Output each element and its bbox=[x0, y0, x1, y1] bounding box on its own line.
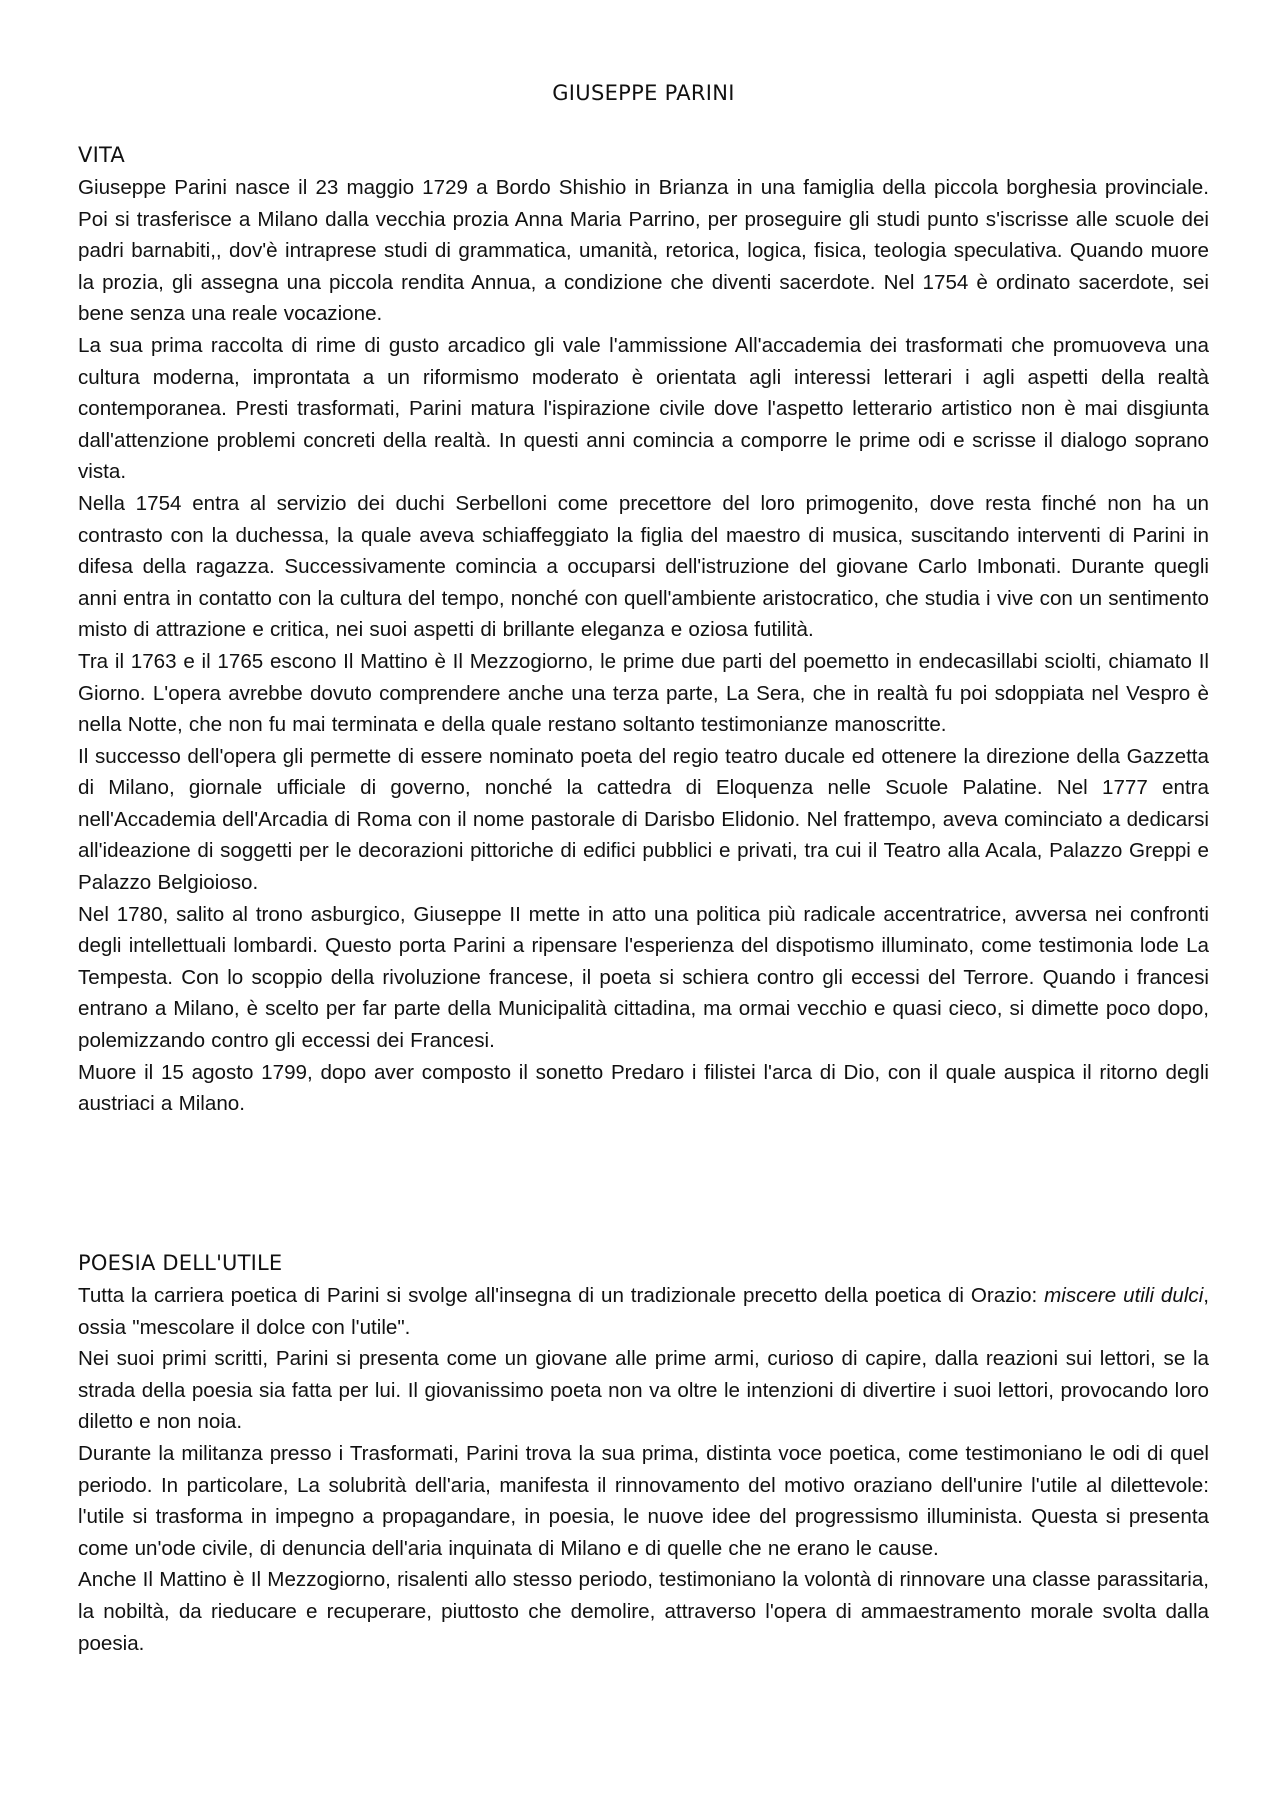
paragraph: Tra il 1763 e il 1765 escono Il Mattino è Il Mezzogiorno, le prime due parti del poemetto in endecasillabi sciolti, chiamato Il Giorno. L'opera avrebbe dovuto comprendere anche una terza parte, La Sera, che in realtà fu poi sdoppiata nel Vespro è nella Notte, che non fu mai terminata e della quale restano soltanto testimonianze manoscritte. bbox=[78, 649, 1209, 737]
paragraph: La sua prima raccolta di rime di gusto arcadico gli vale l'ammissione All'accademia dei trasformati che promuoveva una cultura moderna, improntata a un riformismo moderato è orientata agli interessi letterari i agli aspetti della realtà contemporanea. Presti trasformati, Parini matura l'ispirazione civile dove l'aspetto letterario artistico non è mai disgiunta dall'attenzione problemi concreti della realtà. In questi anni comincia a comporre le prime odi e scrisse il dialogo soprano vista. bbox=[78, 333, 1209, 484]
paragraph: Nella 1754 entra al servizio dei duchi Serbelloni come precettore del loro primogenito, dove resta finché non ha un contrasto con la duchessa, la quale aveva schiaffeggiato la figlia del maestro di musica, suscitando interventi di Parini in difesa della ragazza. Successivamente comincia a occuparsi dell'istruzione del giovane Carlo Imbonati. Durante quegli anni entra in contatto con la cultura del tempo, nonché con quell'ambiente aristocratico, che studia i vive con un sentimento misto di attrazione e critica, nei suoi aspetti di brillante eleganza e oziosa futilità. bbox=[78, 491, 1209, 642]
paragraph: Giuseppe Parini nasce il 23 maggio 1729 a Bordo Shishio in Brianza in una famiglia della piccola borghesia provinciale. Poi si trasferisce a Milano dalla vecchia prozia Anna Maria Parrino, per proseguire gli studi punto s'iscrisse alle scuole dei padri barnabiti,, dov'è intraprese studi di grammatica, umanità, retorica, logica, fisica, teologia speculativa. Quando muore la prozia, gli assegna una piccola rendita Annua, a condizione che diventi sacerdote. Nel 1754 è ordinato sacerdote, sei bene senza una reale vocazione. bbox=[78, 176, 1209, 326]
paragraph: Anche Il Mattino è Il Mezzogiorno, risalenti allo stesso periodo, testimoniano la volontà di rinnovare una classe parassitaria, la nobiltà, da rieducare e recuperare, piuttosto che demolire, attraverso l'opera di ammaestramento morale svolta dalla poesia. bbox=[78, 1568, 1209, 1655]
paragraph: Il successo dell'opera gli permette di essere nominato poeta del regio teatro ducale ed ottenere la direzione della Gazzetta di Milano, giornale ufficiale di governo, nonché la cattedra di Eloquenza nelle Scuole Palatine. Nel 1777 entra nell'Accademia dell'Arcadia di Roma con il nome pastorale di Darisbo Elidonio. Nel frattempo, aveva cominciato a dedicarsi all'ideazione di soggetti per le decorazioni pittoriche di edifici pubblici e privati, tra cui il Teatro alla Acala, Palazzo Greppi e Palazzo Belgioioso. bbox=[78, 744, 1209, 895]
section-heading-vita: VITA bbox=[78, 143, 125, 167]
paragraph: Nel 1780, salito al trono asburgico, Giuseppe II mette in atto una politica più radicale accentratrice, avversa nei confronti degli intellettuali lombardi. Questo porta Parini a ripensare l'esperienza del dispotismo illuminato, come testimonia lode La Tempesta. Con lo scoppio della rivoluzione francese, il poeta si schiera contro gli eccessi del Terrore. Quando i francesi entrano a Milano, è scelto per far parte della Municipalità cittadina, ma ormai vecchio e quasi cieco, si dimette poco dopo, polemizzando contro gli eccessi dei Francesi. bbox=[78, 902, 1209, 1053]
intro-text-before: Tutta la carriera poetica di Parini si svolge all'insegna di un tradizionale precetto della poetica di Orazio: bbox=[78, 1284, 1045, 1307]
latin-quote: miscere utili dulci bbox=[1044, 1284, 1204, 1307]
section-vita bbox=[78, 142, 1209, 1120]
section-poesia-dell-utile bbox=[78, 1250, 1209, 1659]
paragraph-intro bbox=[78, 1280, 1209, 1343]
section-heading-poesia: POESIA DELL'UTILE bbox=[78, 1251, 283, 1275]
document-title: GIUSEPPE PARINI bbox=[552, 81, 735, 105]
paragraph: Durante la militanza presso i Trasformati, Parini trova la sua prima, distinta voce poetica, come testimoniano le odi di quel periodo. In particolare, La solubrità dell'aria, manifesta il rinnovamento del motivo oraziano dell'unire l'utile al dilettevole: l'utile si trasforma in impegno a propagandare, in poesia, le nuove idee del progressismo illuminista. Questa si presenta come un'ode civile, di denuncia dell'aria inquinata di Milano e di quelle che ne erano le cause. bbox=[78, 1441, 1209, 1560]
paragraph: Nei suoi primi scritti, Parini si presenta come un giovane alle prime armi, curioso di capire, dalla reazioni sui lettori, se la strada della poesia sia fatta per lui. Il giovanissimo poeta non va oltre le intenzioni di divertire i suoi lettori, provocando loro diletto e non noia. bbox=[78, 1347, 1209, 1434]
paragraph: Muore il 15 agosto 1799, dopo aver composto il sonetto Predaro i filistei l'arca di Dio, con il quale auspica il ritorno degli austriaci a Milano. bbox=[78, 1060, 1209, 1116]
intro-text-after: , ossia "mescolare il dolce con l'utile". bbox=[78, 1284, 1209, 1339]
